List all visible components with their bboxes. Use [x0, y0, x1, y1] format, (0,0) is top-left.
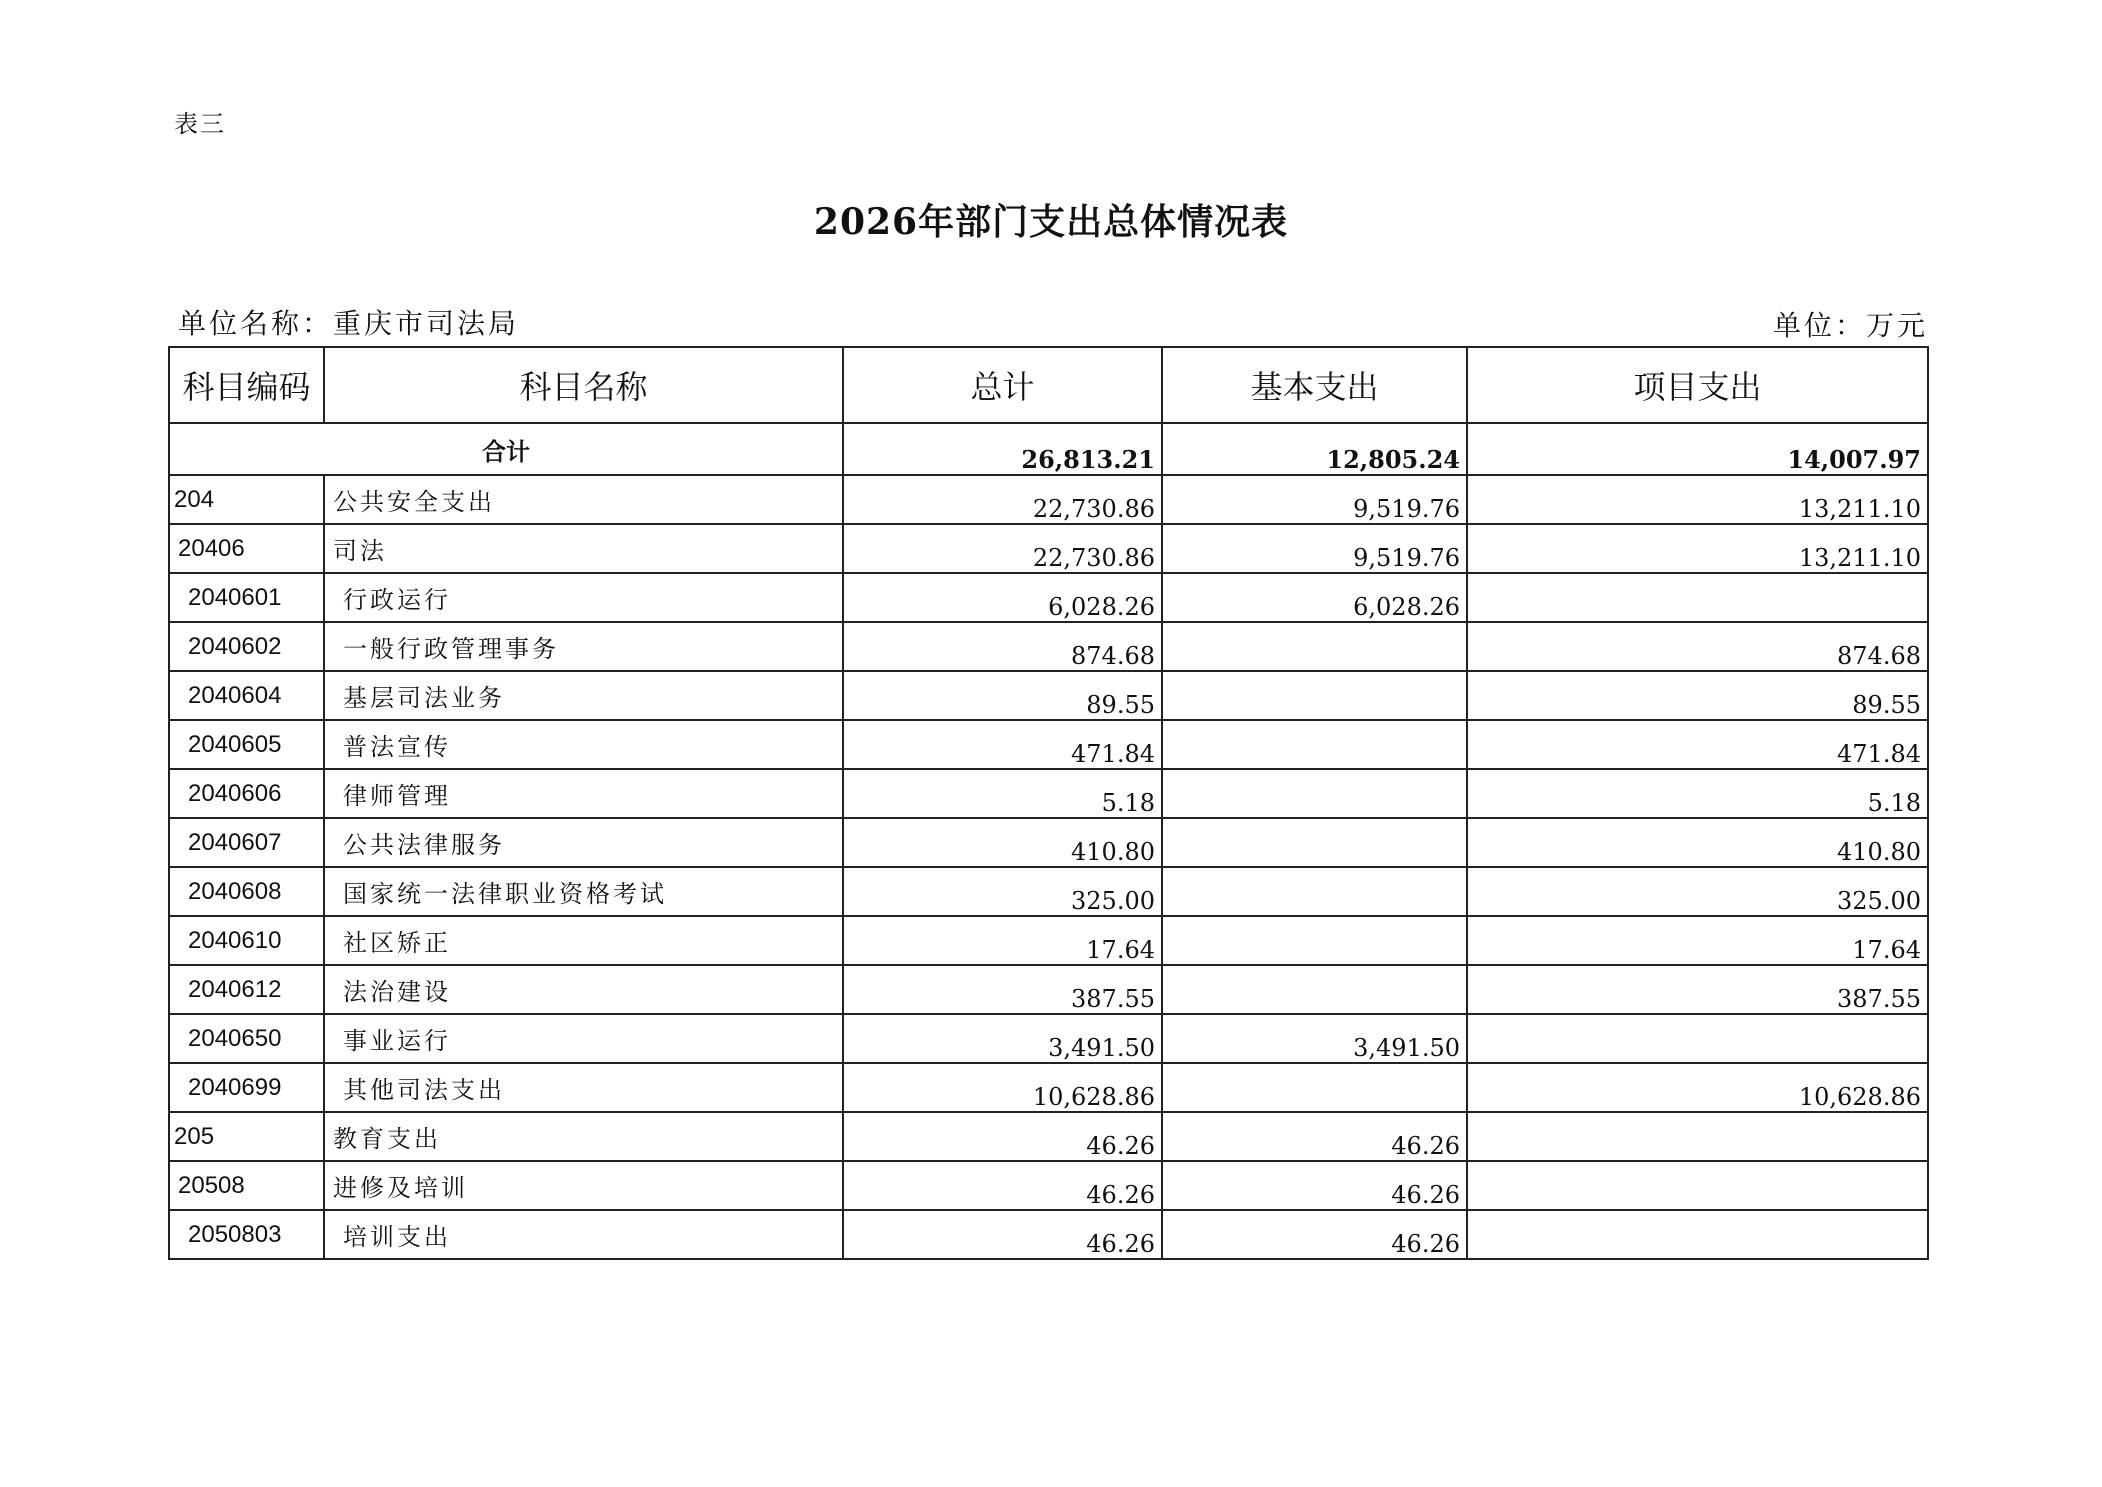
cell-name: 一般行政管理事务 — [324, 622, 843, 671]
cell-project: 13,211.10 — [1467, 524, 1928, 573]
header-basic: 基本支出 — [1162, 347, 1467, 423]
header-total: 总计 — [843, 347, 1162, 423]
table-row — [169, 916, 1928, 965]
table-row — [169, 867, 1928, 916]
cell-code: 2040606 — [169, 769, 324, 818]
cell-project — [1467, 573, 1928, 622]
cell-total: 46.26 — [843, 1161, 1162, 1210]
cell-basic: 6,028.26 — [1162, 573, 1467, 622]
cell-name: 社区矫正 — [324, 916, 843, 965]
cell-name: 律师管理 — [324, 769, 843, 818]
total-basic: 12,805.24 — [1162, 423, 1467, 475]
cell-project: 13,211.10 — [1467, 475, 1928, 524]
cell-project: 325.00 — [1467, 867, 1928, 916]
cell-basic — [1162, 867, 1467, 916]
header-code: 科目编码 — [169, 347, 324, 423]
cell-basic — [1162, 965, 1467, 1014]
table-row — [169, 965, 1928, 1014]
cell-name: 国家统一法律职业资格考试 — [324, 867, 843, 916]
cell-total: 46.26 — [843, 1210, 1162, 1259]
header-project: 项目支出 — [1467, 347, 1928, 423]
cell-project: 5.18 — [1467, 769, 1928, 818]
cell-total: 89.55 — [843, 671, 1162, 720]
table-row — [169, 1161, 1928, 1210]
cell-total: 22,730.86 — [843, 524, 1162, 573]
total-total: 26,813.21 — [843, 423, 1162, 475]
cell-code: 2040604 — [169, 671, 324, 720]
cell-project — [1467, 1210, 1928, 1259]
cell-basic — [1162, 818, 1467, 867]
unit-name: 单位名称：重庆市司法局 — [178, 307, 520, 340]
cell-total: 410.80 — [843, 818, 1162, 867]
cell-code: 2040607 — [169, 818, 324, 867]
table-row — [169, 475, 1928, 524]
cell-code: 20406 — [169, 524, 324, 573]
cell-project: 89.55 — [1467, 671, 1928, 720]
cell-total: 874.68 — [843, 622, 1162, 671]
cell-code: 2040699 — [169, 1063, 324, 1112]
cell-name: 培训支出 — [324, 1210, 843, 1259]
total-project: 14,007.97 — [1467, 423, 1928, 475]
cell-basic: 46.26 — [1162, 1112, 1467, 1161]
cell-basic — [1162, 916, 1467, 965]
cell-name: 教育支出 — [324, 1112, 843, 1161]
cell-name: 公共法律服务 — [324, 818, 843, 867]
table-row — [169, 818, 1928, 867]
table-row — [169, 524, 1928, 573]
table-row — [169, 1210, 1928, 1259]
cell-code: 2040601 — [169, 573, 324, 622]
cell-code: 2050803 — [169, 1210, 324, 1259]
unit-label: 单位：万元 — [1772, 309, 1928, 342]
cell-code: 2040608 — [169, 867, 324, 916]
cell-name: 公共安全支出 — [324, 475, 843, 524]
cell-name: 事业运行 — [324, 1014, 843, 1063]
cell-basic — [1162, 769, 1467, 818]
cell-code: 205 — [169, 1112, 324, 1161]
cell-basic — [1162, 1063, 1467, 1112]
cell-basic: 46.26 — [1162, 1210, 1467, 1259]
cell-project — [1467, 1112, 1928, 1161]
table-row — [169, 573, 1928, 622]
cell-name: 基层司法业务 — [324, 671, 843, 720]
cell-basic — [1162, 720, 1467, 769]
cell-total: 22,730.86 — [843, 475, 1162, 524]
table-row — [169, 1063, 1928, 1112]
table-row — [169, 769, 1928, 818]
cell-total: 17.64 — [843, 916, 1162, 965]
cell-project: 17.64 — [1467, 916, 1928, 965]
cell-name: 普法宣传 — [324, 720, 843, 769]
table-row — [169, 720, 1928, 769]
table-row — [169, 622, 1928, 671]
total-label: 合计 — [169, 423, 843, 475]
cell-basic: 9,519.76 — [1162, 475, 1467, 524]
cell-total: 46.26 — [843, 1112, 1162, 1161]
cell-code: 2040602 — [169, 622, 324, 671]
cell-total: 325.00 — [843, 867, 1162, 916]
cell-code: 2040612 — [169, 965, 324, 1014]
cell-code: 2040610 — [169, 916, 324, 965]
table-row — [169, 1112, 1928, 1161]
cell-code: 204 — [169, 475, 324, 524]
cell-name: 其他司法支出 — [324, 1063, 843, 1112]
cell-project — [1467, 1014, 1928, 1063]
cell-total: 10,628.86 — [843, 1063, 1162, 1112]
cell-total: 6,028.26 — [843, 573, 1162, 622]
cell-basic — [1162, 622, 1467, 671]
cell-project: 387.55 — [1467, 965, 1928, 1014]
cell-name: 行政运行 — [324, 573, 843, 622]
cell-project: 471.84 — [1467, 720, 1928, 769]
cell-project: 874.68 — [1467, 622, 1928, 671]
table-row — [169, 671, 1928, 720]
expenditure-table — [168, 346, 1929, 1260]
cell-project — [1467, 1161, 1928, 1210]
cell-basic — [1162, 671, 1467, 720]
cell-basic: 46.26 — [1162, 1161, 1467, 1210]
page-tag: 表三 — [174, 110, 226, 138]
header-name: 科目名称 — [324, 347, 843, 423]
cell-project: 410.80 — [1467, 818, 1928, 867]
cell-name: 司法 — [324, 524, 843, 573]
document-title: 2026年部门支出总体情况表 — [813, 201, 1289, 243]
cell-code: 2040605 — [169, 720, 324, 769]
table-header-row — [169, 347, 1928, 423]
cell-name: 进修及培训 — [324, 1161, 843, 1210]
total-row — [169, 423, 1928, 475]
cell-basic: 9,519.76 — [1162, 524, 1467, 573]
cell-basic: 3,491.50 — [1162, 1014, 1467, 1063]
cell-project: 10,628.86 — [1467, 1063, 1928, 1112]
cell-code: 2040650 — [169, 1014, 324, 1063]
cell-total: 387.55 — [843, 965, 1162, 1014]
cell-total: 471.84 — [843, 720, 1162, 769]
cell-total: 5.18 — [843, 769, 1162, 818]
table-row — [169, 1014, 1928, 1063]
cell-total: 3,491.50 — [843, 1014, 1162, 1063]
cell-code: 20508 — [169, 1161, 324, 1210]
cell-name: 法治建设 — [324, 965, 843, 1014]
